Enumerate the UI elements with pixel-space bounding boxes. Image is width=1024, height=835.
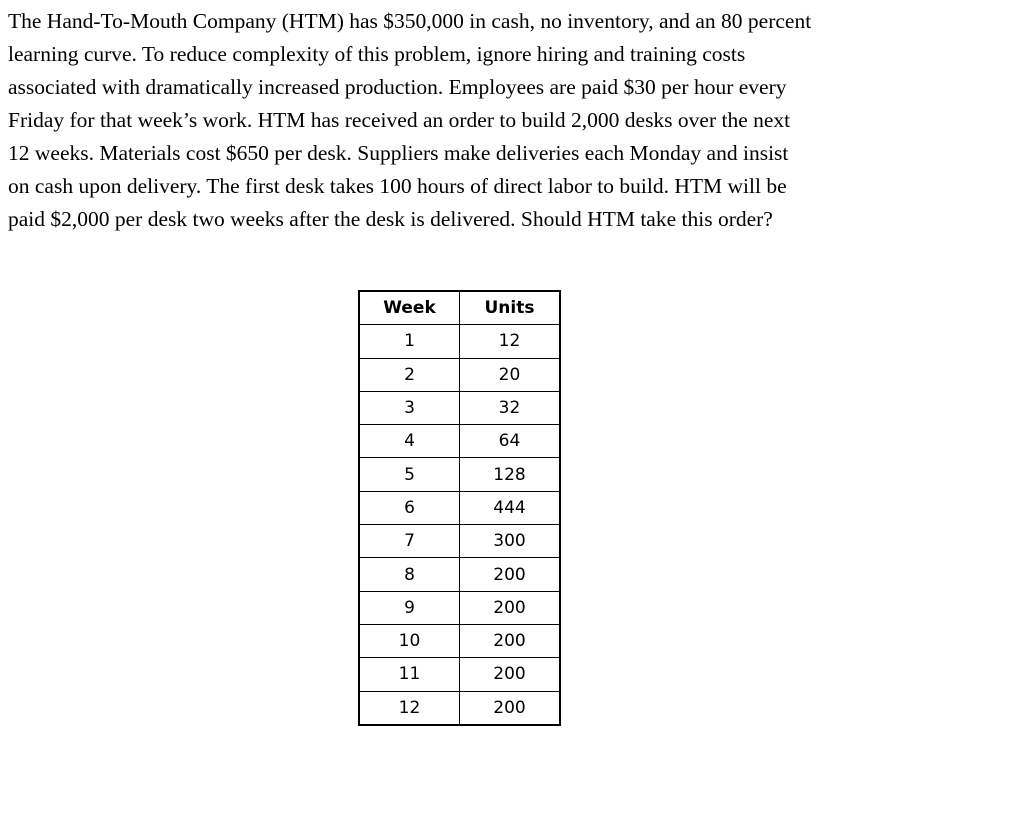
problem-line: on cash upon delivery. The first desk takes 100 hours of direct labor to build. HTM will be bbox=[8, 174, 787, 198]
units-cell: 12 bbox=[460, 325, 561, 358]
week-cell: 9 bbox=[359, 591, 460, 624]
units-cell: 444 bbox=[460, 491, 561, 524]
units-cell: 32 bbox=[460, 391, 561, 424]
week-cell: 8 bbox=[359, 558, 460, 591]
problem-line: The Hand-To-Mouth Company (HTM) has $350,000 in cash, no inventory, and an 80 percent bbox=[8, 9, 812, 33]
table-row bbox=[359, 491, 560, 524]
problem-statement bbox=[8, 5, 1008, 236]
table-row bbox=[359, 458, 560, 491]
units-cell: 64 bbox=[460, 425, 561, 458]
problem-line: associated with dramatically increased production. Employees are paid $30 per hour every bbox=[8, 75, 787, 99]
table-row bbox=[359, 658, 560, 691]
table-row bbox=[359, 591, 560, 624]
week-cell: 7 bbox=[359, 525, 460, 558]
table-row bbox=[359, 624, 560, 657]
table-row bbox=[359, 558, 560, 591]
week-cell: 5 bbox=[359, 458, 460, 491]
problem-line: learning curve. To reduce complexity of this problem, ignore hiring and training costs bbox=[8, 42, 746, 66]
units-cell: 200 bbox=[460, 591, 561, 624]
table-row bbox=[359, 391, 560, 424]
week-cell: 6 bbox=[359, 491, 460, 524]
table-row bbox=[359, 358, 560, 391]
units-cell: 20 bbox=[460, 358, 561, 391]
problem-line: 12 weeks. Materials cost $650 per desk. Suppliers make deliveries each Monday and insist bbox=[8, 141, 789, 165]
problem-line: paid $2,000 per desk two weeks after the desk is delivered. Should HTM take this order? bbox=[8, 207, 773, 231]
table-row bbox=[359, 425, 560, 458]
table-row bbox=[359, 525, 560, 558]
week-cell: 11 bbox=[359, 658, 460, 691]
units-cell: 200 bbox=[460, 558, 561, 591]
week-cell: 1 bbox=[359, 325, 460, 358]
units-cell: 200 bbox=[460, 691, 561, 725]
week-cell: 3 bbox=[359, 391, 460, 424]
week-units-table bbox=[358, 290, 561, 726]
units-cell: 200 bbox=[460, 624, 561, 657]
week-cell: 12 bbox=[359, 691, 460, 725]
week-cell: 10 bbox=[359, 624, 460, 657]
units-column-header: Units bbox=[460, 291, 561, 325]
week-column-header: Week bbox=[359, 291, 460, 325]
problem-line: Friday for that week’s work. HTM has received an order to build 2,000 desks over the next bbox=[8, 108, 791, 132]
table-row bbox=[359, 691, 560, 725]
units-cell: 300 bbox=[460, 525, 561, 558]
table-row bbox=[359, 325, 560, 358]
week-cell: 2 bbox=[359, 358, 460, 391]
units-cell: 200 bbox=[460, 658, 561, 691]
week-cell: 4 bbox=[359, 425, 460, 458]
units-cell: 128 bbox=[460, 458, 561, 491]
table-header-row bbox=[359, 291, 560, 325]
